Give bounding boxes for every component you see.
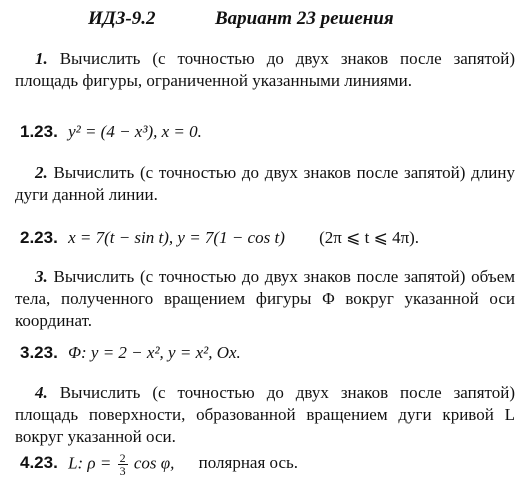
fraction-denominator: 3 <box>119 464 126 478</box>
task-1-formula <box>20 122 202 142</box>
formula-number: 3.23. <box>20 343 58 362</box>
fraction <box>118 452 128 477</box>
assignment-code: ИДЗ-9.2 <box>88 8 156 29</box>
formula-expression: x = 7(t − sin t), y = 7(1 − cos t) <box>68 228 285 247</box>
formula-prefix: L: ρ = <box>68 453 112 473</box>
task-2-statement <box>15 162 515 206</box>
task-3-formula <box>20 343 241 363</box>
formula-range: (2π ⩽ t ⩽ 4π). <box>319 228 420 247</box>
formula-expression: Φ: y = 2 − x², y = x², Ox. <box>68 343 241 362</box>
fraction-numerator: 2 <box>119 451 126 465</box>
formula-tail: полярная ось. <box>198 453 299 473</box>
task-text: Вычислить (с точностью до двух знаков после запятой) площадь поверхности, образованной вращением дуги кривой L вокруг указанной оси. <box>15 383 515 446</box>
task-text: Вычислить (с точностью до двух знаков после запятой) площадь фигуры, ограниченной указанными линиями. <box>15 49 515 90</box>
variant-title: Вариант 23 решения <box>215 8 394 29</box>
formula-number: 1.23. <box>20 122 58 141</box>
formula-expression: y² = (4 − x³), x = 0. <box>68 122 202 141</box>
task-2-formula <box>20 228 419 248</box>
task-number: 4. <box>35 383 48 402</box>
task-3-statement <box>15 266 515 332</box>
task-number: 2. <box>35 163 48 182</box>
task-4-formula <box>20 452 298 477</box>
task-1-statement <box>15 48 515 92</box>
task-text: Вычислить (с точностью до двух знаков после запятой) длину дуги данной линии. <box>15 163 515 204</box>
task-number: 1. <box>35 49 48 68</box>
formula-number: 4.23. <box>20 453 58 473</box>
task-number: 3. <box>35 267 48 286</box>
formula-number: 2.23. <box>20 228 58 247</box>
formula-suffix: cos φ, <box>133 453 175 473</box>
task-text: Вычислить (с точностью до двух знаков после запятой) объем тела, полученного вращением фигуры Φ вокруг указанной оси координат. <box>15 267 515 330</box>
task-4-statement <box>15 382 515 448</box>
